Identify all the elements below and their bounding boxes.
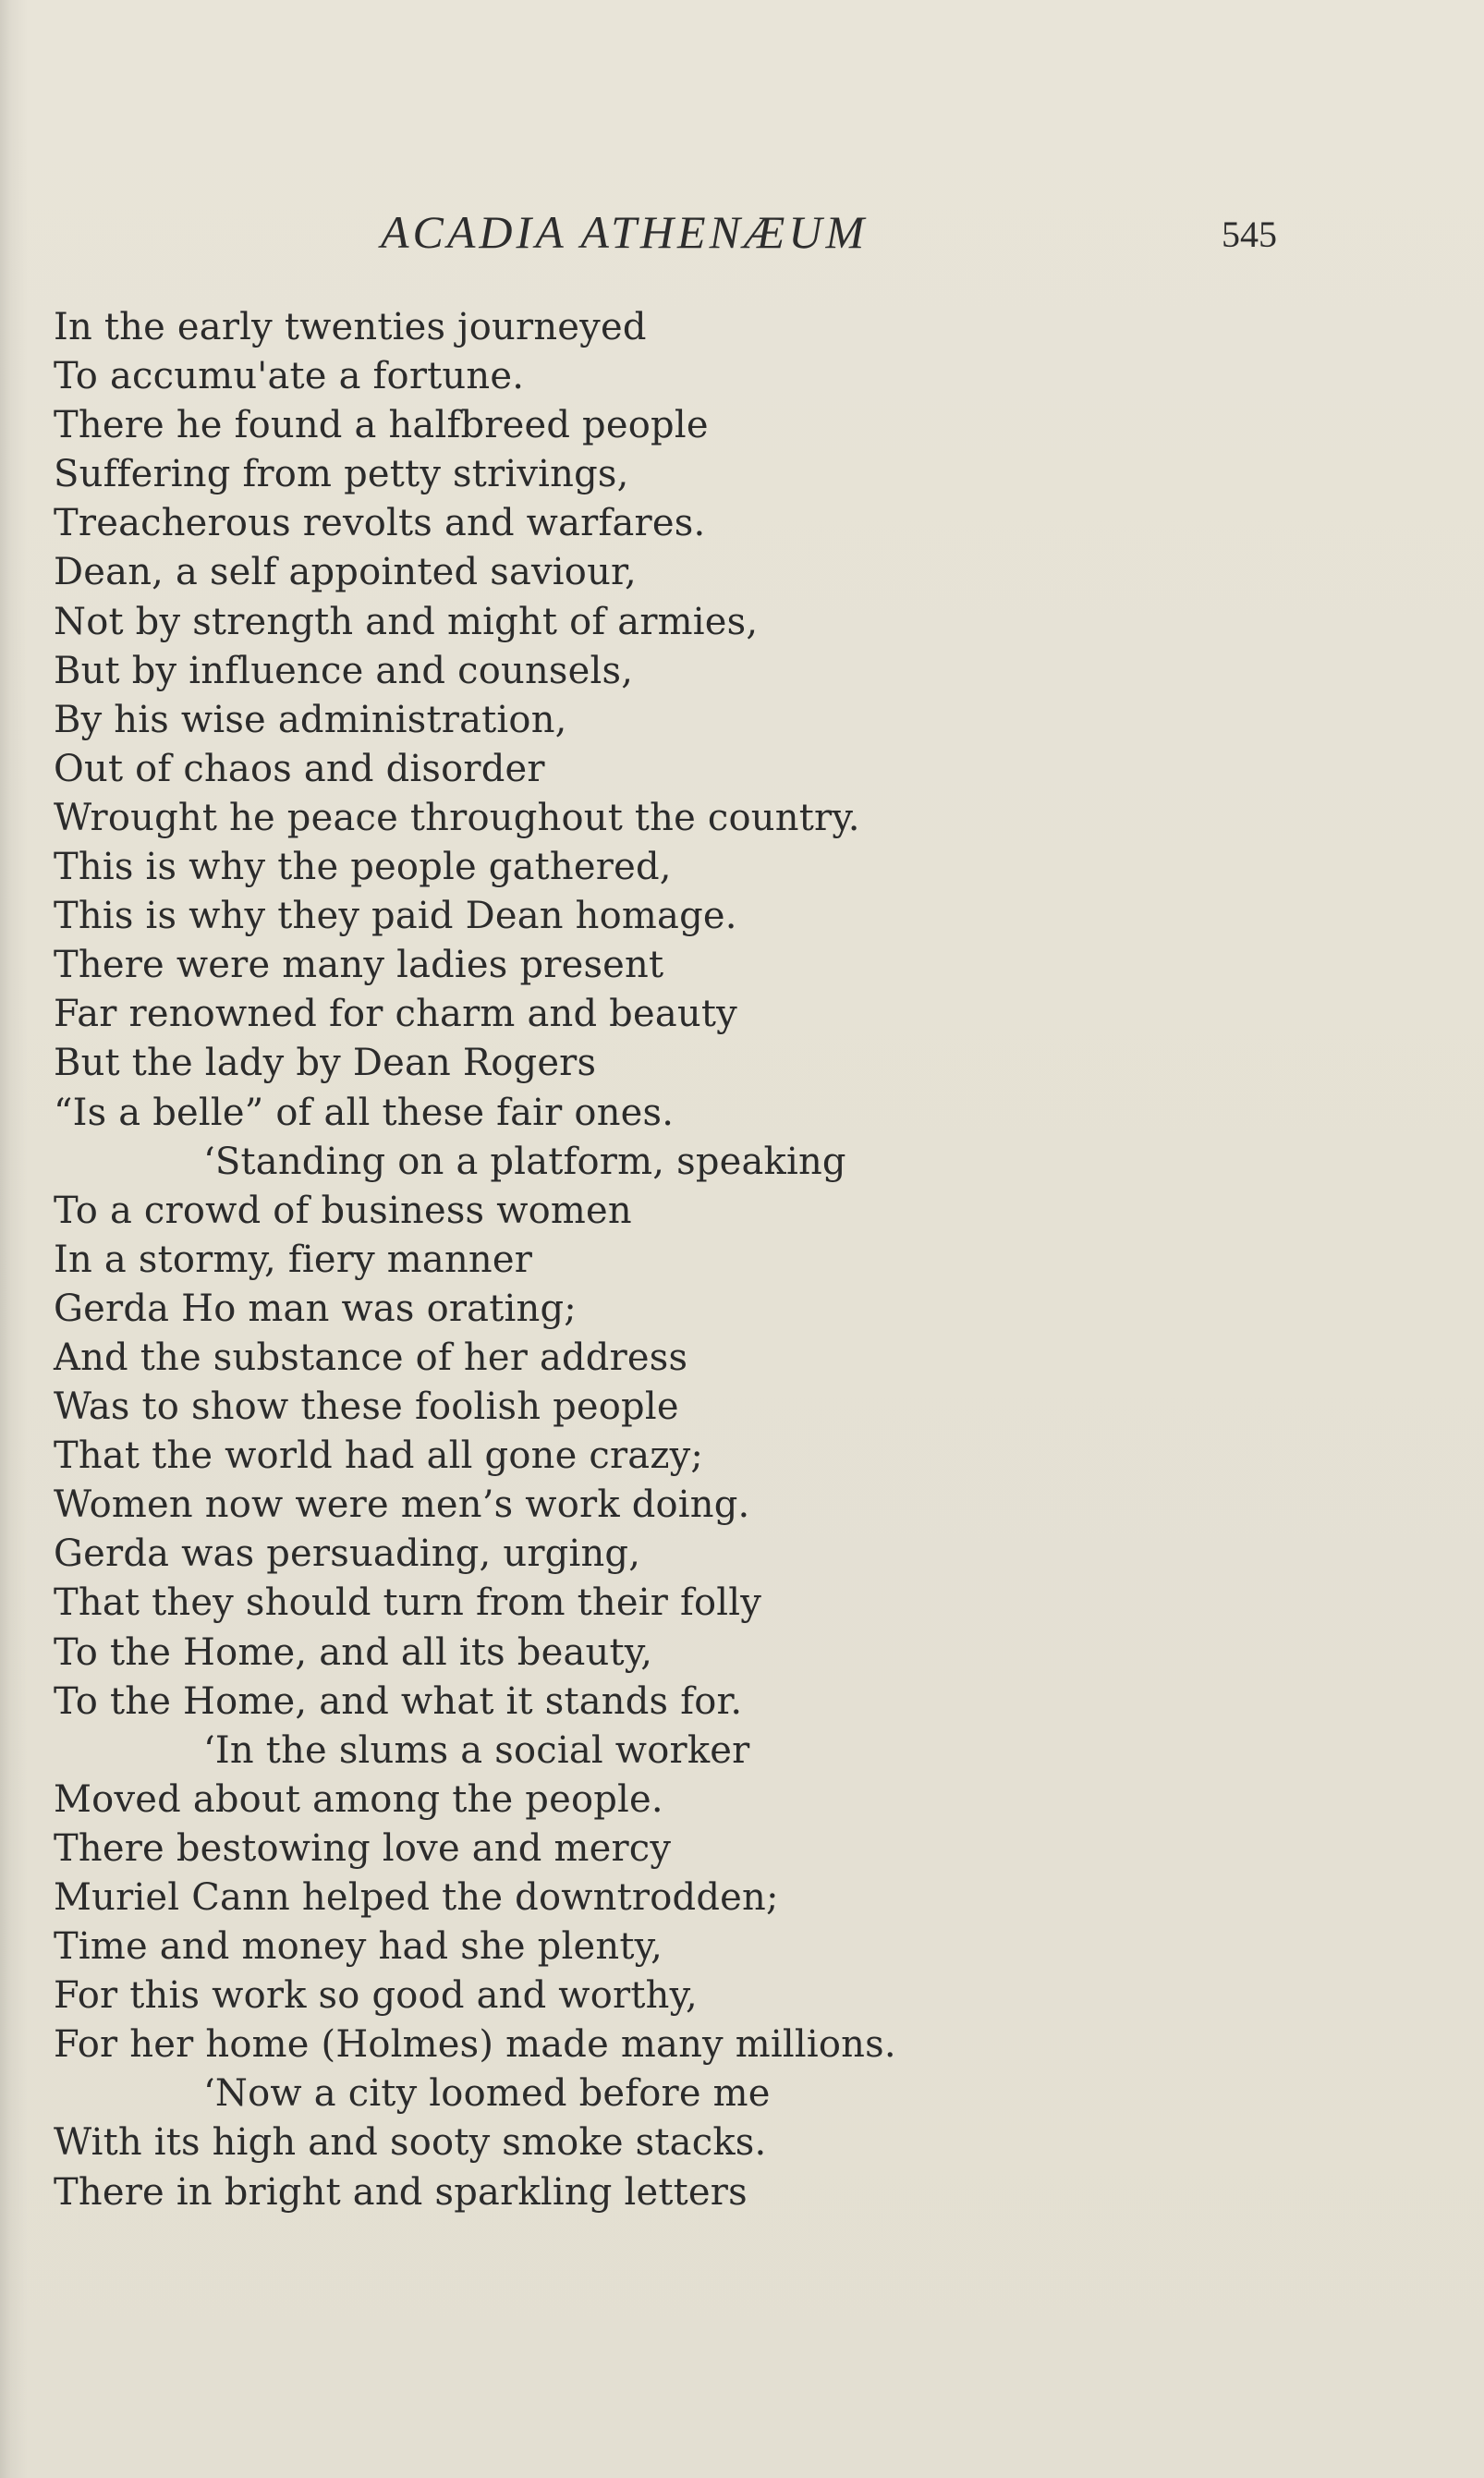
- verse-line: Out of chaos and disorder: [54, 747, 545, 790]
- verse-line: Gerda was persuading, urging,: [54, 1532, 641, 1576]
- verse-line: Women now were men’s work doing.: [54, 1483, 750, 1527]
- verse-line: In the early twenties journeyed: [54, 306, 647, 348]
- verse-line: ‘Now a city loomed before me: [203, 2072, 771, 2116]
- verse-line: ‘In the slums a social worker: [203, 1728, 750, 1772]
- verse-line: Gerda Ho man was orating;: [54, 1287, 577, 1330]
- verse-line: There bestowing love and mercy: [54, 1826, 672, 1870]
- verse-line: Was to show these foolish people: [54, 1385, 679, 1429]
- verse-line: Wrought he peace throughout the country.: [54, 796, 860, 839]
- poem-body: [54, 303, 1440, 2217]
- verse-line: This is why the people gathered,: [54, 846, 672, 889]
- verse-line: For her home (Holmes) made many millions.: [54, 2023, 896, 2067]
- verse-line: There he found a halfbreed people: [54, 404, 709, 447]
- verse-line: Far renowned for charm and beauty: [54, 993, 737, 1036]
- verse-line: ‘Standing on a platform, speaking: [203, 1140, 846, 1183]
- verse-line: With its high and sooty smoke stacks.: [54, 2121, 767, 2165]
- verse-line: Not by strength and might of armies,: [54, 600, 759, 643]
- verse-line: In a stormy, fiery manner: [54, 1238, 533, 1281]
- verse-line: Time and money had she plenty,: [54, 1925, 663, 1969]
- verse-line: That they should turn from their folly: [54, 1581, 762, 1625]
- verse-line: There in bright and sparkling letters: [54, 2170, 748, 2214]
- verse-line: Suffering from petty strivings,: [54, 453, 629, 496]
- page-number: 545: [1222, 214, 1277, 255]
- verse-line: To accumu'ate a fortune.: [54, 355, 525, 398]
- verse-line: To a crowd of business women: [54, 1189, 632, 1232]
- verse-line: To the Home, and what it stands for.: [54, 1679, 743, 1723]
- verse-line: And the substance of her address: [54, 1336, 688, 1379]
- verse-line: But by influence and counsels,: [54, 649, 634, 692]
- verse-line: There were many ladies present: [54, 944, 664, 987]
- verse-line: For this work so good and worthy,: [54, 1974, 698, 2018]
- verse-line: Treacherous revolts and warfares.: [54, 502, 706, 545]
- running-header: [0, 205, 1484, 270]
- verse-line: Dean, a self appointed saviour,: [54, 551, 637, 594]
- verse-line: To the Home, and all its beauty,: [54, 1630, 653, 1674]
- verse-line: Moved about among the people.: [54, 1777, 663, 1821]
- journal-title: ACADIA ATHENÆUM: [381, 206, 869, 258]
- verse-line: By his wise administration,: [54, 698, 567, 741]
- verse-line: But the lady by Dean Rogers: [54, 1042, 597, 1085]
- verse-line: That the world had all gone crazy;: [54, 1434, 704, 1478]
- verse-line: This is why they paid Dean homage.: [54, 895, 737, 938]
- verse-line: “Is a belle” of all these fair ones.: [54, 1091, 675, 1134]
- verse-line: Muriel Cann helped the downtrodden;: [54, 1876, 779, 1919]
